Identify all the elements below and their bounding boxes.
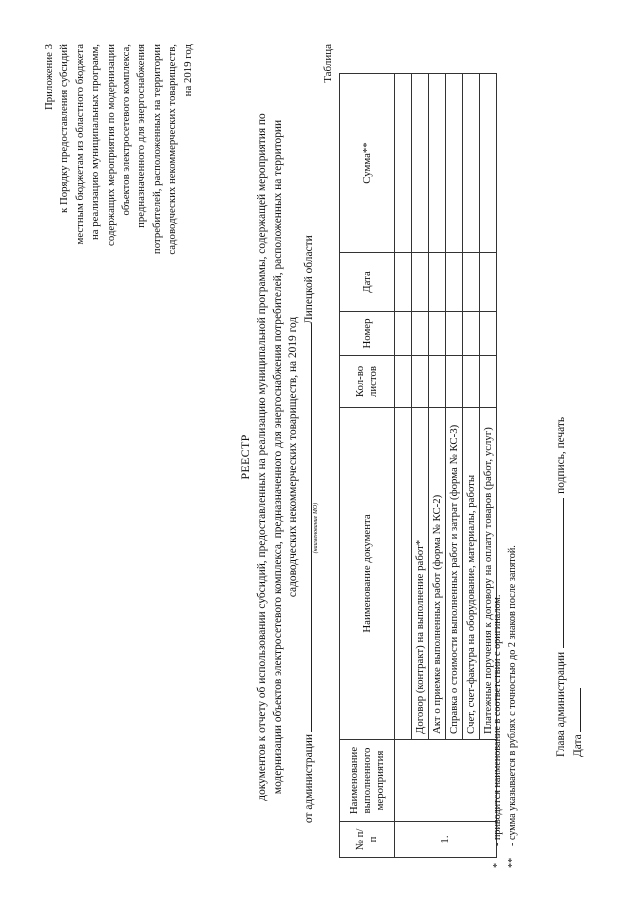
document-name-cell: Договор (контракт) на выполнение работ* <box>412 408 429 740</box>
footnote <box>491 545 506 868</box>
footnote <box>506 545 521 868</box>
header-doc-number: Номер <box>340 312 395 356</box>
doc-number-cell[interactable] <box>463 312 480 356</box>
register-table <box>339 73 497 858</box>
administration-line <box>300 43 319 823</box>
table-header-row <box>340 74 395 858</box>
spacer-cell <box>395 312 412 356</box>
date-line <box>569 417 586 757</box>
header-sheets: Кол-во листов <box>340 356 395 408</box>
admin-suffix: Липецкой области <box>303 235 315 325</box>
appendix-note <box>42 44 196 306</box>
sum-cell[interactable] <box>446 74 463 253</box>
head-signature-line <box>552 417 569 757</box>
doc-number-cell[interactable] <box>446 312 463 356</box>
document-name-cell: Счет, счет-фактура на оборудование, материалы, работы <box>463 408 480 740</box>
appendix-line: предназначенного для энергоснабжения <box>135 44 148 228</box>
signature-block <box>552 417 586 757</box>
appendix-line: объектов электросетевого комплекса, <box>120 44 133 216</box>
sheets-cell[interactable] <box>446 356 463 408</box>
document-title <box>238 57 302 857</box>
sheets-cell[interactable] <box>412 356 429 408</box>
seal-label: подпись, печать <box>555 416 567 494</box>
sum-cell[interactable] <box>429 74 446 253</box>
appendix-line: на реализацию муниципальных программ, <box>89 44 102 241</box>
signature-blank[interactable] <box>552 498 564 648</box>
head-label: Глава администрации <box>555 651 567 757</box>
appendix-line: содержащих мероприятия по модернизации <box>104 44 117 246</box>
municipality-blank[interactable] <box>300 324 319 732</box>
spacer-row <box>395 74 412 858</box>
document-name-cell: Акт о приемке выполненных работ (форма № КС-2) <box>429 408 446 740</box>
header-sum: Сумма** <box>340 74 395 253</box>
admin-prefix: от администрации <box>303 734 315 823</box>
sheets-cell[interactable] <box>429 356 446 408</box>
sum-cell[interactable] <box>480 74 497 253</box>
header-activity: Наименование выполненного мероприятия <box>340 740 395 822</box>
appendix-line: к Порядку предоставления субсидий <box>58 44 71 213</box>
footnotes <box>491 545 520 868</box>
title-line: модернизации объектов электросетевого комплекса, предназначенного для энергоснабжения потребителей, расположенных на территории <box>271 119 284 795</box>
header-number: № п/п <box>340 822 395 858</box>
doc-number-cell[interactable] <box>412 312 429 356</box>
date-cell[interactable] <box>463 253 480 312</box>
row-number-cell: 1. <box>395 822 497 858</box>
footnote-mark: * <box>492 862 503 868</box>
sheets-cell[interactable] <box>480 356 497 408</box>
appendix-line: садоводческих некоммерческих товариществ, <box>166 44 179 255</box>
appendix-line: местным бюджетам из областного бюджета <box>73 44 86 245</box>
document-name-cell: Справка о стоимости выполненных работ и затрат (форма № КС-3) <box>446 408 463 740</box>
sum-cell[interactable] <box>412 74 429 253</box>
sum-cell[interactable] <box>463 74 480 253</box>
municipality-hint: (наименование МО) <box>313 502 319 554</box>
table-label: Таблица <box>322 44 334 83</box>
appendix-line: потребителей, расположенных на территории <box>150 44 163 255</box>
header-date: Дата <box>340 253 395 312</box>
title-line: документов к отчету об использовании субсидий, предоставленных на реализацию муниципальной программы, содержащей мероприятия по <box>256 113 269 801</box>
document-name-cell: Платежные поручения к договору на оплату товаров (работ, услуг) <box>480 408 497 740</box>
header-document: Наименование документа <box>340 408 395 740</box>
spacer-cell <box>395 74 412 253</box>
spacer-cell <box>395 408 412 740</box>
date-cell[interactable] <box>446 253 463 312</box>
footnote-text: - приводится наименование в соответствии с оригиналом. <box>492 594 503 846</box>
date-cell[interactable] <box>412 253 429 312</box>
appendix-line: на 2019 год <box>181 44 194 97</box>
doc-number-cell[interactable] <box>480 312 497 356</box>
activity-cell[interactable] <box>395 740 497 822</box>
appendix-line: Приложение 3 <box>43 44 55 111</box>
sheets-cell[interactable] <box>463 356 480 408</box>
footnote-mark: ** <box>506 857 518 868</box>
doc-number-cell[interactable] <box>429 312 446 356</box>
title-word: РЕЕСТР <box>238 434 252 480</box>
footnote-text: - сумма указывается в рублях с точностью до 2 знаков после запятой. <box>506 545 518 846</box>
date-blank[interactable] <box>569 688 581 732</box>
spacer-cell <box>395 356 412 408</box>
spacer-cell <box>395 253 412 312</box>
date-cell[interactable] <box>429 253 446 312</box>
date-label: Дата <box>572 734 584 757</box>
date-cell[interactable] <box>480 253 497 312</box>
title-line: садоводческих некоммерческих товариществ, на 2019 год <box>287 316 300 598</box>
